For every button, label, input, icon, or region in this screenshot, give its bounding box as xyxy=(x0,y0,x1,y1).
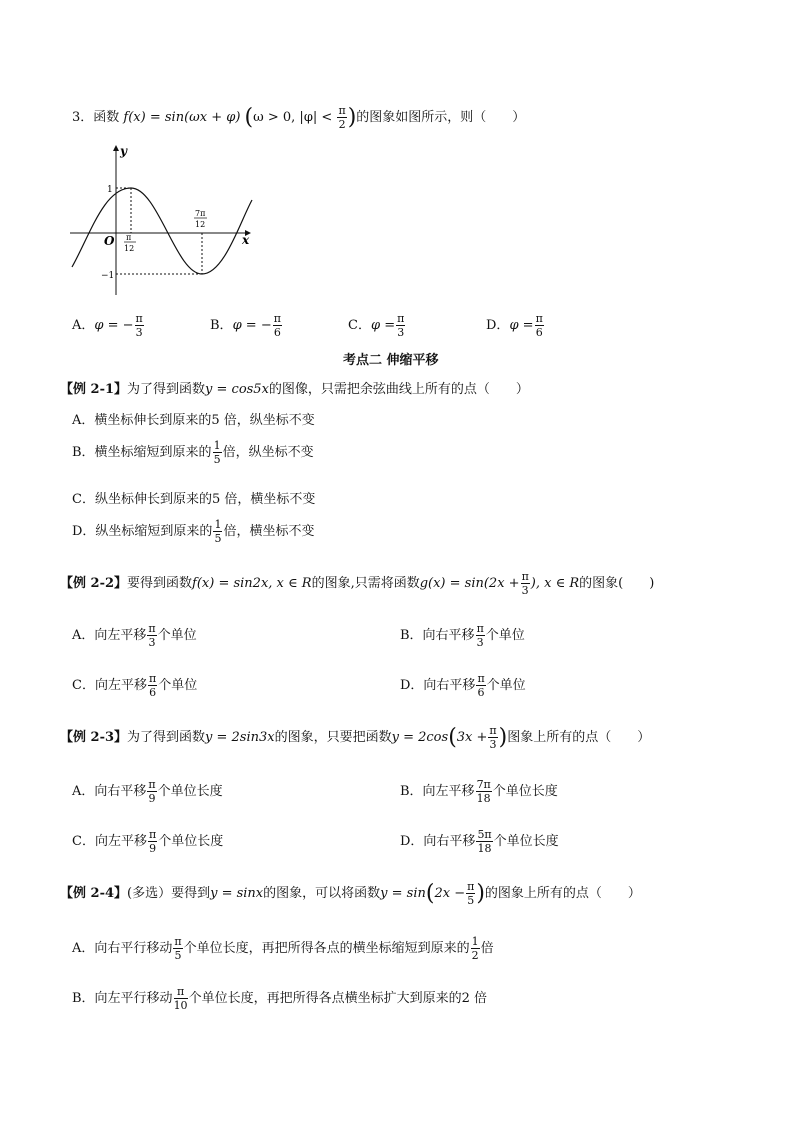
q3-option-d[interactable]: D．φ = $\frac{\pi}{6}$ xyxy=(486,312,543,339)
ex23-option-c[interactable]: C．向左平移 $\frac{\pi}{9}$ 个单位长度 xyxy=(72,828,224,855)
tick-7pi-12-num: 7π xyxy=(195,209,206,218)
ex23-option-a[interactable]: A．向右平移 $\frac{\pi}{9}$ 个单位长度 xyxy=(72,778,223,805)
ex22-option-c[interactable]: C．向左平移 $\frac{\pi}{6}$ 个单位 xyxy=(72,672,198,699)
ex21-option-a[interactable]: A．横坐标伸长到原来的5 倍，纵坐标不变 xyxy=(72,413,315,428)
ex21-option-d[interactable]: D．纵坐标缩短到原来的 $\frac{1}{5}$ 倍，横坐标不变 xyxy=(72,518,315,545)
origin-label: O xyxy=(104,234,115,248)
q3-option-c[interactable]: C．φ = $\frac{\pi}{3}$ xyxy=(348,312,405,339)
ex22-option-a[interactable]: A．向左平移 $\frac{\pi}{3}$ 个单位 xyxy=(72,622,197,649)
q3-stem: 3．函数 f(x) = sin(ωx + φ) (ω > 0, |φ| < $\frac{\pi}{2}$ )的图象如图所示，则（ ） xyxy=(72,104,526,131)
ex24-option-a[interactable]: A．向右平行移动 $\frac{\pi}{5}$ 个单位长度，再把所得各点的横坐标缩短到原来的 $\frac{1}{2}$ 倍 xyxy=(72,935,494,962)
q3-option-b[interactable]: B．φ = − $\frac{\pi}{6}$ xyxy=(210,312,281,339)
ex24-option-b[interactable]: B．向左平行移动 $\frac{\pi}{10}$ 个单位长度，再把所得各点横坐标扩大到原来的2 倍 xyxy=(72,985,487,1012)
y-axis-label: y xyxy=(120,144,127,158)
ex24-stem: 【例 2-4】(多选）要得到y = sinx的图象，可以将函数y = sin(2x − $\frac{\pi}{5}$ )的图象上所有的点（ ） xyxy=(60,880,641,907)
ex23-stem: 【例 2-3】为了得到函数y = 2sin3x的图象，只要把函数y = 2cos(3x + $\frac{\pi}{3}$ )图象上所有的点（ ） xyxy=(60,724,651,751)
tick-7pi-12-den: 12 xyxy=(195,220,206,229)
ex22-option-b[interactable]: B．向右平移 $\frac{\pi}{3}$ 个单位 xyxy=(400,622,525,649)
ex21-stem: 【例 2-1】为了得到函数y = cos5x的图像，只需把余弦曲线上所有的点（ ） xyxy=(60,382,529,397)
sine-curve xyxy=(72,188,252,274)
q3-sine-graph xyxy=(68,140,258,300)
tick-1: 1 xyxy=(107,185,113,195)
q3-option-a[interactable]: A．φ = − $\frac{\pi}{3}$ xyxy=(72,312,143,339)
ex22-stem: 【例 2-2】要得到函数f(x) = sin2x, x ∈ R的图象,只需将函数g(x) = sin(2x + $\frac{\pi}{3}$ ), x ∈ R的图象( ) xyxy=(60,570,655,597)
tick-pi-12-den: 12 xyxy=(124,244,135,253)
q3-fraction: $\frac{\pi}{2}$ xyxy=(338,104,346,131)
ex21-option-b[interactable]: B．横坐标缩短到原来的 $\frac{1}{5}$ 倍，纵坐标不变 xyxy=(72,439,314,466)
tick-neg1: −1 xyxy=(101,271,115,281)
ex22-option-d[interactable]: D．向右平移 $\frac{\pi}{6}$ 个单位 xyxy=(400,672,526,699)
x-axis-label: x xyxy=(242,233,250,247)
ex21-option-c[interactable]: C．纵坐标伸长到原来的5 倍，横坐标不变 xyxy=(72,492,316,507)
ex23-option-b[interactable]: B．向左平移 $\frac{7\pi}{18}$ 个单位长度 xyxy=(400,778,558,805)
tick-pi-12-num: π xyxy=(126,233,132,242)
ex23-option-d[interactable]: D．向右平移 $\frac{5\pi}{18}$ 个单位长度 xyxy=(400,828,559,855)
section-title: 考点二 伸缩平移 xyxy=(343,353,439,368)
